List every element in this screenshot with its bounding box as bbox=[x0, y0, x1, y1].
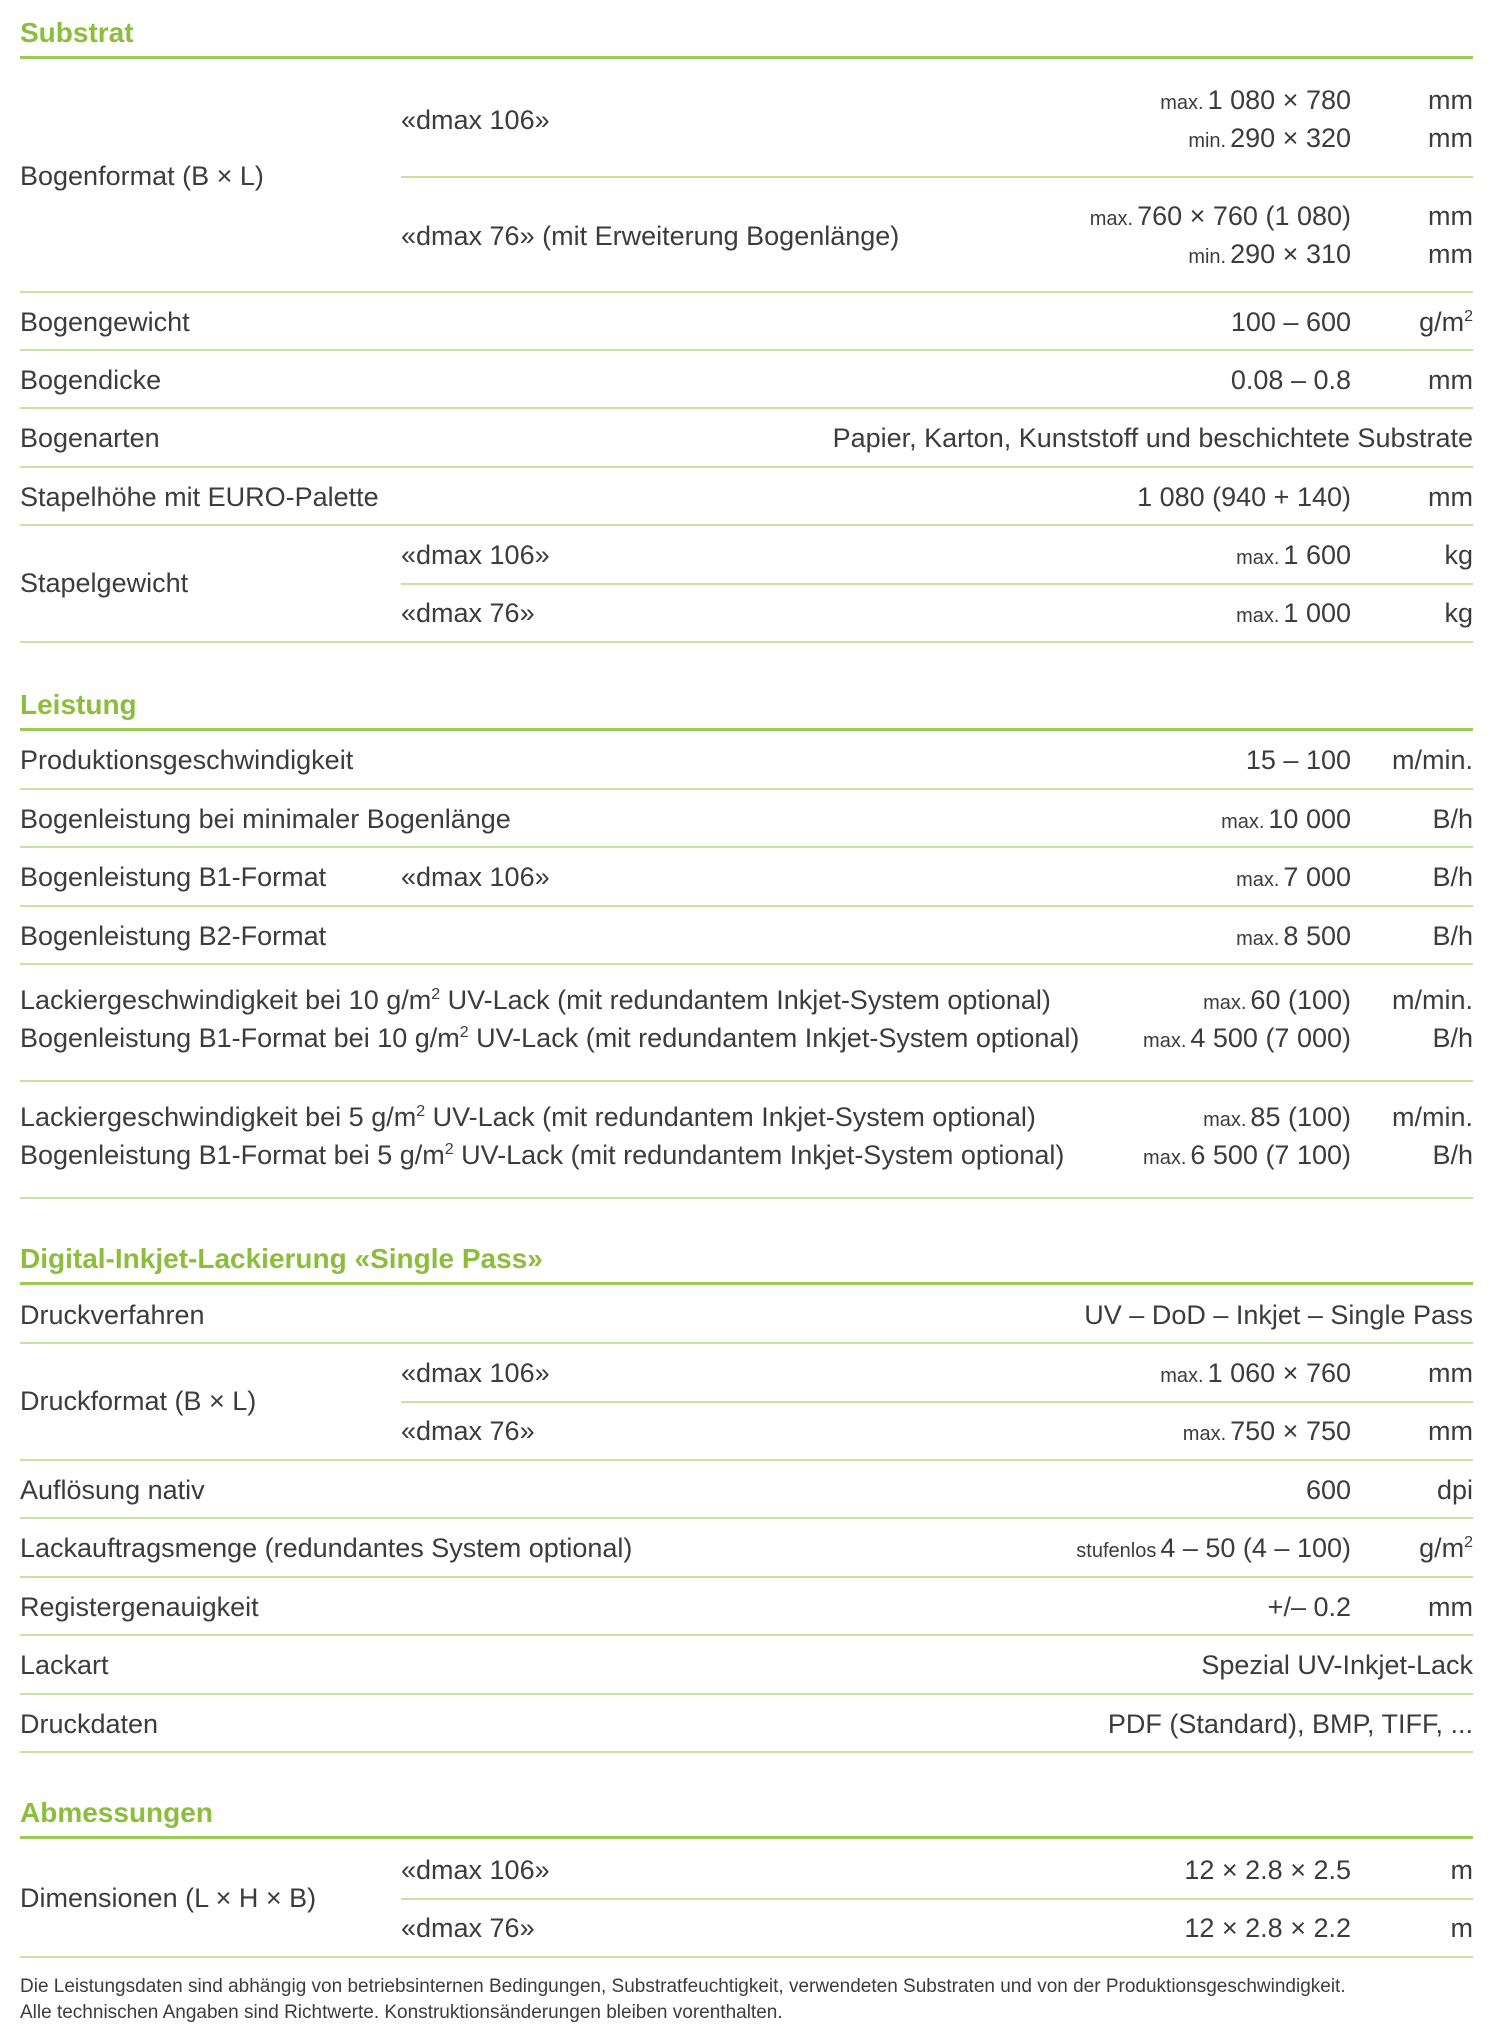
section-title-leistung: Leistung bbox=[20, 688, 1473, 731]
label-b2: Bogenleistung B2-Format bbox=[20, 921, 327, 951]
section-title-abmessungen: Abmessungen bbox=[20, 1796, 1473, 1839]
label-druckformat: Druckformat (B × L) bbox=[20, 1386, 257, 1416]
row-aufloesung bbox=[20, 1461, 1473, 1519]
value-lack5-speed: max. 85 (100) bbox=[1203, 1102, 1351, 1132]
row-druckformat bbox=[20, 1344, 1473, 1461]
label-bogengewicht: Bogengewicht bbox=[20, 307, 190, 337]
value-bogengewicht: 100 – 600 bbox=[1230, 307, 1351, 337]
unit-produktion: m/min. bbox=[1392, 745, 1473, 775]
divider bbox=[401, 583, 1473, 585]
unit-lack5-speed: m/min. bbox=[1392, 1102, 1473, 1132]
unit-lackauftrag: $g/m^2$ bbox=[1419, 1533, 1473, 1563]
unit-b2: B/h bbox=[1432, 921, 1473, 951]
label-produktion: Produktionsgeschwindigkeit bbox=[20, 745, 354, 775]
unit-stapelgewicht-76: kg bbox=[1444, 598, 1473, 628]
value-register: +/– 0.2 bbox=[1267, 1592, 1351, 1622]
row-druckdaten bbox=[20, 1695, 1473, 1753]
value-dimensionen-106: 12 × 2.8 × 2.5 bbox=[1184, 1855, 1351, 1885]
unit-register: mm bbox=[1428, 1592, 1473, 1622]
value-aufloesung: 600 bbox=[1305, 1475, 1351, 1505]
variant-dmax106: «dmax 106» bbox=[401, 862, 550, 892]
value-max-76: max. 760 × 760 (1 080) bbox=[1089, 201, 1351, 231]
variant-dmax106: «dmax 106» bbox=[401, 1358, 550, 1388]
footnote-line-2: Alle technischen Angaben sind Richtwerte. Konstruktionsänderungen bleiben vorenthalten. bbox=[20, 2002, 783, 2023]
variant-dmax106: «dmax 106» bbox=[401, 105, 550, 135]
section-title-substrat: Substrat bbox=[20, 16, 1473, 59]
row-bogengewicht bbox=[20, 293, 1473, 351]
value-lack10-speed: max. 60 (100) bbox=[1203, 985, 1351, 1015]
value-dimensionen-76: 12 × 2.8 × 2.2 bbox=[1184, 1913, 1351, 1943]
unit-lack5-output: B/h bbox=[1432, 1140, 1473, 1170]
unit-bogengewicht: $g/m^2$ bbox=[1419, 307, 1473, 337]
value-max-106: max. 1 080 × 780 bbox=[1160, 85, 1351, 115]
label-druckdaten: Druckdaten bbox=[20, 1709, 159, 1739]
divider bbox=[401, 1401, 1473, 1403]
value-bogendicke: 0.08 – 0.8 bbox=[1230, 365, 1351, 395]
variant-dmax76: «dmax 76» bbox=[401, 1416, 535, 1446]
value-stapelhoehe: 1 080 (940 + 140) bbox=[1137, 482, 1351, 512]
value-druckformat-106: max. 1 060 × 760 bbox=[1160, 1358, 1351, 1388]
label-lackart: Lackart bbox=[20, 1650, 109, 1680]
unit-stapelgewicht-106: kg bbox=[1444, 540, 1473, 570]
unit-min-76: mm bbox=[1428, 239, 1473, 269]
unit-lack10-speed: m/min. bbox=[1392, 985, 1473, 1015]
unit-druckformat-76: mm bbox=[1428, 1416, 1473, 1446]
label-lack5-output: Bogenleistung B1-Format bei 5 $g/m^2$ UV-Lack (mit redundantem Inkjet-System optional) bbox=[20, 1140, 1065, 1170]
unit-max-106: mm bbox=[1428, 85, 1473, 115]
value-min-76: min. 290 × 310 bbox=[1188, 239, 1351, 269]
row-bogenarten bbox=[20, 409, 1473, 468]
value-lack10-output: max. 4 500 (7 000) bbox=[1143, 1023, 1351, 1053]
row-stapelgewicht bbox=[20, 526, 1473, 643]
row-lackart bbox=[20, 1636, 1473, 1695]
unit-dimensionen-106: m bbox=[1450, 1855, 1473, 1885]
label-lack10-output: Bogenleistung B1-Format bei 10 $g/m^2$ UV-Lack (mit redundantem Inkjet-System optional) bbox=[20, 1023, 1080, 1053]
row-stapelhoehe bbox=[20, 468, 1473, 526]
footnote bbox=[20, 1974, 1346, 2026]
row-lackauftragsmenge bbox=[20, 1519, 1473, 1578]
label-lack5-speed: Lackiergeschwindigkeit bei 5 $g/m^2$ UV-Lack (mit redundantem Inkjet-System optional) bbox=[20, 1102, 1036, 1132]
value-lackauftrag: stufenlos 4 – 50 (4 – 100) bbox=[1076, 1533, 1351, 1563]
value-druckformat-76: max. 750 × 750 bbox=[1182, 1416, 1351, 1446]
row-bogenleistung-b2 bbox=[20, 907, 1473, 965]
value-lackart: Spezial UV-Inkjet-Lack bbox=[1201, 1650, 1473, 1680]
variant-dmax106: «dmax 106» bbox=[401, 540, 550, 570]
row-bogendicke bbox=[20, 351, 1473, 409]
label-b1: Bogenleistung B1-Format bbox=[20, 862, 327, 892]
row-lack-5 bbox=[20, 1082, 1473, 1199]
value-b1: max. 7 000 bbox=[1236, 862, 1351, 892]
label-aufloesung: Auflösung nativ bbox=[20, 1475, 205, 1505]
unit-druckformat-106: mm bbox=[1428, 1358, 1473, 1388]
row-dimensionen bbox=[20, 1841, 1473, 1958]
label-bogenarten: Bogenarten bbox=[20, 423, 160, 453]
label-stapelhoehe: Stapelhöhe mit EURO-Palette bbox=[20, 482, 379, 512]
row-bogenformat bbox=[20, 61, 1473, 293]
variant-dmax76: «dmax 76» (mit Erweiterung Bogenlänge) bbox=[401, 221, 900, 251]
label-druckverfahren: Druckverfahren bbox=[20, 1300, 205, 1330]
variant-dmax76: «dmax 76» bbox=[401, 1913, 535, 1943]
row-registergenauigkeit bbox=[20, 1578, 1473, 1636]
row-produktionsgeschwindigkeit bbox=[20, 731, 1473, 790]
value-min-106: min. 290 × 320 bbox=[1188, 123, 1351, 153]
value-b2: max. 8 500 bbox=[1236, 921, 1351, 951]
unit-aufloesung: dpi bbox=[1436, 1475, 1473, 1505]
unit-stapelhoehe: mm bbox=[1428, 482, 1473, 512]
label-register: Registergenauigkeit bbox=[20, 1592, 259, 1622]
label-stapelgewicht: Stapelgewicht bbox=[20, 568, 189, 598]
divider bbox=[401, 1898, 1473, 1900]
label-lackauftrag: Lackauftragsmenge (redundantes System optional) bbox=[20, 1533, 633, 1563]
label-minimal: Bogenleistung bei minimaler Bogenlänge bbox=[20, 804, 511, 834]
unit-min-106: mm bbox=[1428, 123, 1473, 153]
variant-dmax106: «dmax 106» bbox=[401, 1855, 550, 1885]
row-lack-10 bbox=[20, 965, 1473, 1082]
value-druckdaten: PDF (Standard), BMP, TIFF, ... bbox=[1107, 1709, 1473, 1739]
row-druckverfahren bbox=[20, 1286, 1473, 1344]
unit-b1: B/h bbox=[1432, 862, 1473, 892]
value-lack5-output: max. 6 500 (7 100) bbox=[1143, 1140, 1351, 1170]
unit-dimensionen-76: m bbox=[1450, 1913, 1473, 1943]
unit-bogendicke: mm bbox=[1428, 365, 1473, 395]
value-stapelgewicht-76: max. 1 000 bbox=[1236, 598, 1351, 628]
footnote-line-1: Die Leistungsdaten sind abhängig von betriebsinternen Bedingungen, Substratfeuchtigkeit, verwendeten Substraten und von der Produktionsgeschwindigkeit. bbox=[20, 1976, 1346, 1997]
value-produktion: 15 – 100 bbox=[1245, 745, 1351, 775]
value-stapelgewicht-106: max. 1 600 bbox=[1236, 540, 1351, 570]
value-minimal: max. 10 000 bbox=[1221, 804, 1351, 834]
label-bogenformat: Bogenformat (B × L) bbox=[20, 161, 264, 191]
variant-dmax76: «dmax 76» bbox=[401, 598, 535, 628]
value-bogenarten: Papier, Karton, Kunststoff und beschichtete Substrate bbox=[832, 423, 1473, 453]
unit-minimal: B/h bbox=[1432, 804, 1473, 834]
section-title-inkjet: Digital-Inkjet-Lackierung «Single Pass» bbox=[20, 1242, 1473, 1285]
value-druckverfahren: UV – DoD – Inkjet – Single Pass bbox=[1084, 1300, 1473, 1330]
unit-max-76: mm bbox=[1428, 201, 1473, 231]
row-bogenleistung-minimal bbox=[20, 790, 1473, 848]
label-lack10-speed: Lackiergeschwindigkeit bei 10 $g/m^2$ UV-Lack (mit redundantem Inkjet-System optional) bbox=[20, 985, 1051, 1015]
row-bogenleistung-b1 bbox=[20, 848, 1473, 907]
divider bbox=[401, 176, 1473, 178]
unit-lack10-output: B/h bbox=[1432, 1023, 1473, 1053]
label-bogendicke: Bogendicke bbox=[20, 365, 162, 395]
label-dimensionen: Dimensionen (L × H × B) bbox=[20, 1883, 317, 1913]
